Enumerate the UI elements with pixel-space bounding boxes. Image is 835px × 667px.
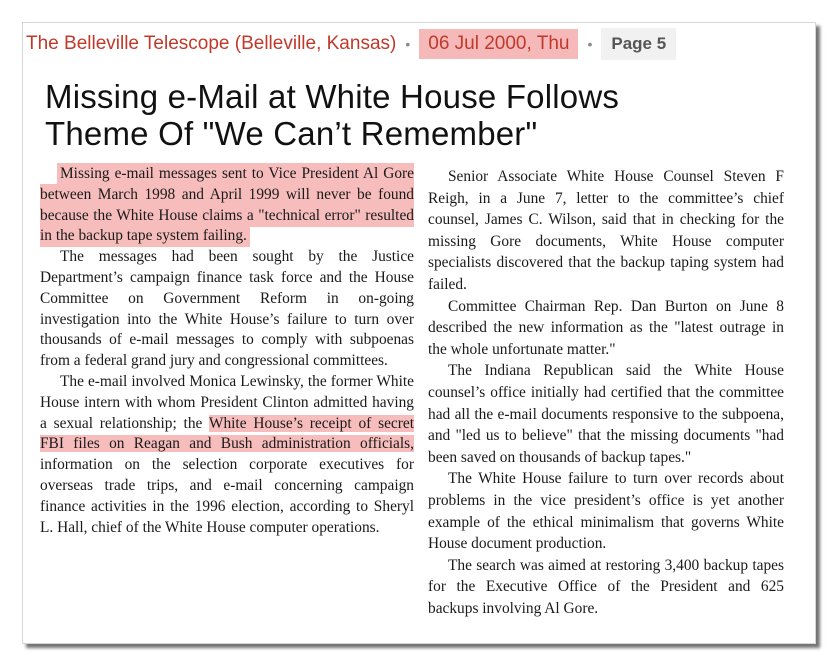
highlighted-lead-paragraph: Missing e-mail messages sent to Vice President Al Gore between March 1998 and April 1999 will never be found because the White House claims a "technical error" resulted in the backup tape system failing. xyxy=(40,163,414,247)
headline-line-2: Theme Of "We Can’t Remember" xyxy=(45,115,538,152)
paragraph-text: The e-mail involved Monica Lewinsky, the former White House intern with whom President Clinton admitted having a sexual relationship; the xyxy=(40,372,414,432)
paragraph-text: information on the selection corporate executives for overseas trade trips, and e-mail concerning campaign finance activities in the 1996 election, according to Sheryl L. Hall, chief of the White House computer operations. xyxy=(40,456,414,536)
headline-line-1: Missing e-Mail at White House Follows xyxy=(45,78,620,115)
paragraph: The Indiana Republican said the White House counsel’s office initially had certified that the committee had all the e-mail documents responsive to the subpoena, and "led us to believe" that the missing documents "had been saved on thousands of backup tapes." xyxy=(428,362,784,466)
caption-separator: • xyxy=(405,36,411,52)
article-headline xyxy=(45,78,785,152)
paragraph: The White House failure to turn over records about problems in the vice president’s office is yet another example of the ethical minimalism that governs White House document production. xyxy=(428,470,784,553)
paragraph xyxy=(40,372,414,538)
paragraph: Committee Chairman Rep. Dan Burton on June 8 described the new information as the "latest outrage in the whole unfortunate matter." xyxy=(428,297,784,358)
paragraph: The messages had been sought by the Justice Department’s campaign finance task force and the House Committee on Government Reform in on-going investigation into the White House’s failure to turn over thousands of e-mail messages to comply with subpoenas from a federal grand jury and congressional committees. xyxy=(40,248,414,370)
paragraph xyxy=(40,164,414,247)
publication-name: The Belleville Telescope (Belleville, Kansas) xyxy=(26,33,397,54)
right-column xyxy=(428,166,784,619)
left-column xyxy=(40,164,414,538)
highlighted-phrase: White House’s receipt of secret FBI files on Reagan and Bush administration officials, xyxy=(40,414,414,453)
clipping-caption xyxy=(23,23,815,65)
publication-date: 06 Jul 2000, Thu xyxy=(419,29,578,59)
caption-separator: • xyxy=(587,36,593,52)
paragraph: The search was aimed at restoring 3,400 backup tapes for the Executive Office of the President and 625 backups involving Al Gore. xyxy=(428,556,784,617)
paragraph: Senior Associate White House Counsel Steven F Reigh, in a June 7, letter to the committee’s chief counsel, James C. Wilson, said that in checking for the missing Gore documents, White House computer specialists discovered that the backup taping system had failed. xyxy=(428,168,784,293)
page-number: Page 5 xyxy=(601,28,676,60)
clipping-frame xyxy=(22,22,816,644)
